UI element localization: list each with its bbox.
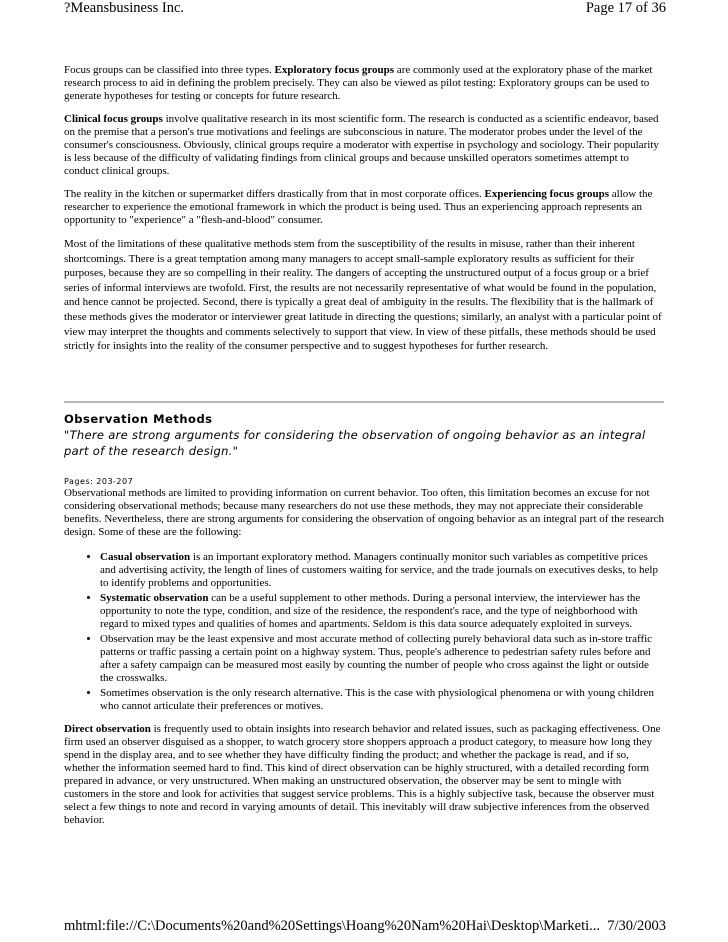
text: is frequently used to obtain insights into research behavior and related issues, such as packaging effectiveness. One firm used an observer disguised as a shopper, to watch grocery store shoppers approach a product category, to measure how long they spend in the display area, and to see whether they have difficulty finding the product; and whether the package is read, and if so, whether the information seemed hard to find. This kind of direct observation can be highly structured, with a detailed recording form prepared in advance, or very unstructured. When making an unstructured observation, the observer may be sent to mingle with customers in the store and look for activities that suggest service problems. This is a highly subjective task, because the observer must select a few things to note and record in varying amounts of detail. This inevitably will draw subjective inferences from the observed behavior. xyxy=(64,723,661,826)
page-footer xyxy=(64,918,666,935)
pages-reference: Pages: 203-207 xyxy=(64,477,134,486)
term-experiencing: Experiencing focus groups xyxy=(484,188,609,200)
list-item xyxy=(100,687,664,713)
list-item xyxy=(100,551,664,590)
page-header xyxy=(64,0,666,17)
paragraph-clinical xyxy=(64,113,664,178)
term-clinical: Clinical focus groups xyxy=(64,113,163,125)
section-quote: "There are strong arguments for considering the observation of ongoing behavior as an integral part of the research design." xyxy=(64,428,646,458)
paragraph-direct-observation xyxy=(64,723,664,827)
text: Sometimes observation is the only research alternative. This is the case with physiological phenomena or with young children who cannot articulate their preferences or motives. xyxy=(100,687,654,712)
footer-date: 7/30/2003 xyxy=(607,918,666,934)
text: are commonly used at the exploratory phase of the market research process to aid in defining the problem precisely. They can also be viewed as pilot testing: Exploratory groups can be used to generate hypotheses for testing or concepts for future research. xyxy=(64,64,653,102)
observation-section xyxy=(64,412,664,837)
paragraph-experiencing xyxy=(64,188,664,227)
text: Focus groups can be classified into three types. xyxy=(64,64,275,76)
header-company: ?Meansbusiness Inc. xyxy=(64,0,185,16)
text: allow the researcher to experience the emotional framework in which the product is being used. Thus an experiencing approach represents an opportunity to "experience" a "flesh-and-blood" consumer. xyxy=(64,188,653,226)
section-intro: Observational methods are limited to providing information on current behavior. Too often, this limitation becomes an excuse for not considering observational methods; because many researchers do not use these methods, they may not appreciate their considerable benefits. Nevertheless, there are strong arguments for considering the observation of ongoing behavior as an integral part of the research design. Some of these are the following: xyxy=(64,487,665,538)
text: Observation may be the least expensive and most accurate method of collecting purely behavioral data such as in-store traffic patterns or traffic passing a certain point on a highway system. Thus, people's adherence to pedestrian safety rules before and after a safety campaign can be measured most easily by counting the number of people who cross against the light or outside the crosswalks. xyxy=(100,633,653,684)
text: Most of the limitations of these qualitative methods stem from the susceptibility of the results in misuse, rather than their inherent shortcomings. There is a great temptation among many managers to accept small-sample exploratory results as sufficient for their purposes, because they are so compelling in their reality. The dangers of accepting the unstructured output of a focus group or a brief series of informal interviews are twofold. First, the results are not necessarily representative of what would be found in the population, and hence cannot be projected. Second, there is typically a great deal of ambiguity in the results. The flexibility that is the hallmark of these methods gives the moderator or interviewer great latitude in directing the questions; similarly, an analyst with a particular point of view may interpret the thoughts and comments selectively to support that view. In view of these pitfalls, these methods should be used strictly for insights into the reality of the consumer perspective and to suggest hypotheses for further research. xyxy=(64,238,662,353)
section-divider xyxy=(64,401,664,403)
list-item xyxy=(100,633,664,685)
text: can be a useful supplement to other methods. During a personal interview, the interviewer has the opportunity to note the type, condition, and size of the residence, the respondent's race, and the type of neighborhood with regard to mixed types and qualities of homes and apartments. Seldom is this data source adequately exploited in surveys. xyxy=(100,592,641,630)
footer-url: mhtml:file://C:\Documents%20and%20Settings\Hoang%20Nam%20Hai\Desktop\Marketi... xyxy=(64,918,601,934)
text: The reality in the kitchen or supermarket differs drastically from that in most corporate offices. xyxy=(64,188,485,200)
list-item xyxy=(100,592,664,631)
document-body xyxy=(64,64,664,364)
observation-list xyxy=(64,551,664,713)
paragraph-limitations xyxy=(64,237,664,354)
header-page-number: Page 17 of 36 xyxy=(585,0,666,16)
text: is an important exploratory method. Managers continually monitor such variables as competitive prices and advertising activity, the length of lines of customers waiting for service, and the trade journals on executives desks, to help to identify problems and opportunities. xyxy=(100,551,658,589)
term-systematic: Systematic observation xyxy=(100,592,209,604)
term-exploratory: Exploratory focus groups xyxy=(274,64,395,76)
paragraph-exploratory xyxy=(64,64,664,103)
term-casual: Casual observation xyxy=(100,551,191,563)
term-direct: Direct observation xyxy=(64,723,151,735)
section-title: Observation Methods xyxy=(64,412,213,426)
text: involve qualitative research in its most scientific form. The research is conducted as a scientific endeavor, based on the premise that a person's true motivations and feelings are subconscious in nature. The moderator probes under the level of the consumer's consciousness. Obviously, clinical groups require a moderator with expertise in psychology and sociology. Their popularity is less because of the difficulty of validating findings from clinical groups and because unskilled operators sometimes attempt to conduct clinical groups. xyxy=(64,113,659,177)
